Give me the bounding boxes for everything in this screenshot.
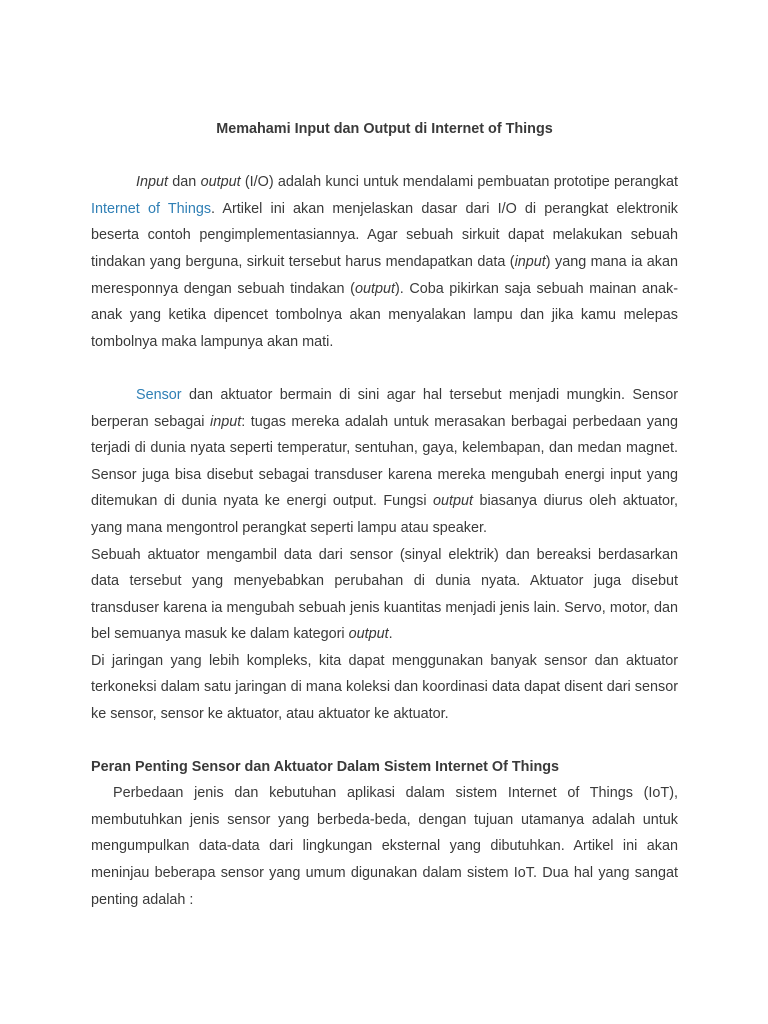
spacer (91, 728, 678, 754)
italic-term: Input (136, 174, 169, 191)
text-run: ). Coba pikirkan saja sebuah mainan anak-anak yang ketika dipencet tombolnya akan menyalakan lampu dan jika kamu melepas tombolnya maka lampunya akan mati. (91, 280, 678, 350)
document-title: Memahami Input dan Output di Internet of Things (216, 121, 553, 137)
paragraph-network: Di jaringan yang lebih kompleks, kita dapat menggunakan banyak sensor dan aktuator terkoneksi dalam satu jaringan di mana koleksi dan koordinasi data dapat disent dari sensor ke sensor, sensor ke aktuator, atau aktuator ke aktuator. (91, 652, 678, 723)
italic-term: output (432, 493, 473, 510)
text-run: . Artikel ini akan menjelaskan dasar dari I/O di perangkat elektronik beserta contoh pengimplementasiannya. Agar sebuah sirkuit dapat melakukan sebuah tindakan yang berguna, sirkuit tersebut harus mendapatkan data ( (91, 200, 679, 270)
text-run: ) yang mana ia akan meresponnya dengan sebuah tindakan ( (91, 253, 678, 297)
text-run: . (388, 626, 393, 643)
italic-term: output (354, 280, 395, 297)
text-run: dan aktuator bermain di sini agar hal tersebut menjadi mungkin. Sensor berperan sebagai (91, 386, 678, 430)
text-run: : tugas mereka adalah untuk merasakan berbagai perbedaan yang terjadi di dunia nyata seperti temperatur, sentuhan, gaya, kelembapan, dan medan magnet. Sensor juga bisa disebut sebagai transduser karena mereka mengubah energi input yang ditemukan di dunia nyata ke energi output. Fungsi (91, 413, 679, 510)
spacer (91, 355, 678, 382)
spacer (91, 143, 678, 170)
text-run: Sebuah aktuator mengambil data dari sensor (sinyal elektrik) dan bereaksi berdasarkan data tersebut yang menyebabkan perubahan di dunia nyata. Aktuator juga disebut transduser karena ia mengubah sebuah jenis kuantitas menjadi jenis lain. Servo, motor, dan bel semuanya masuk ke dalam kategori (91, 546, 678, 643)
italic-term: output (348, 626, 389, 643)
internet-of-things-link[interactable]: Internet of Things (91, 200, 212, 217)
document-body (91, 116, 678, 913)
paragraph-sensor (91, 382, 678, 542)
section-heading: Peran Penting Sensor dan Aktuator Dalam Sistem Internet Of Things (91, 758, 560, 775)
italic-term: input (514, 253, 546, 270)
italic-term: output (200, 174, 241, 191)
italic-term: input (210, 413, 242, 430)
text-run: dan (168, 174, 201, 191)
paragraph-actuator (91, 542, 678, 648)
text-run: (I/O) adalah kunci untuk mendalami pembuatan prototipe perangkat (240, 174, 678, 191)
paragraph-intro (91, 169, 678, 355)
paragraph-iot-sensors: Perbedaan jenis dan kebutuhan aplikasi dalam sistem Internet of Things (IoT), membutuhkan jenis sensor yang berbeda-beda, dengan tujuan utamanya adalah untuk mengumpulkan data-data dari lingkungan eksternal yang dibutuhkan. Artikel ini akan meninjau beberapa sensor yang umum digunakan dalam sistem IoT. Dua hal yang sangat penting adalah : (91, 785, 678, 908)
text-run: biasanya diurus oleh aktuator, yang mana mengontrol perangkat seperti lampu atau speaker. (91, 493, 678, 536)
sensor-link[interactable]: Sensor (136, 386, 182, 403)
